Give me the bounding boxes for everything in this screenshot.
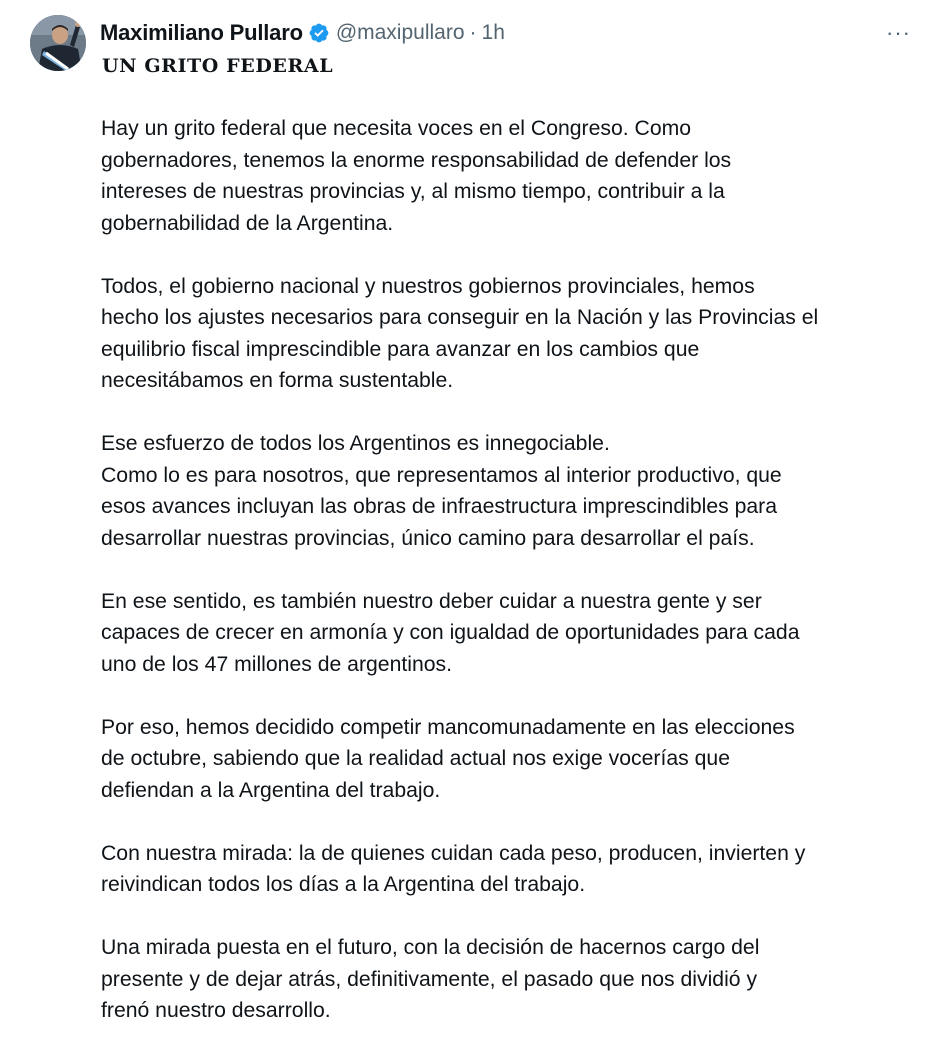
tweet-title: UN GRITO FEDERAL — [102, 55, 334, 77]
text-line: esos avances incluyan las obras de infraestructura imprescindibles para — [101, 495, 777, 518]
paragraph — [101, 113, 921, 239]
text-line: gobernabilidad de la Argentina. — [101, 211, 394, 235]
verified-badge-icon — [308, 22, 330, 44]
text-line: presente y de dejar atrás, definitivamente, el pasado que nos dividió y — [101, 967, 758, 991]
text-line: frenó nuestro desarrollo. — [101, 999, 331, 1022]
text-line: intereses de nuestras provincias y, al mismo tiempo, contribuir a la — [101, 180, 725, 203]
author-name[interactable]: Maximiliano Pullaro — [100, 20, 303, 45]
timestamp[interactable]: 1h — [481, 21, 505, 44]
paragraph — [101, 586, 921, 681]
paragraph — [101, 712, 921, 807]
separator-dot: · — [469, 21, 477, 44]
avatar[interactable] — [30, 15, 86, 71]
paragraph — [101, 838, 921, 901]
text-line: de octubre, sabiendo que la realidad actual nos exige vocerías que — [101, 747, 730, 770]
text-line: reivindican todos los días a la Argentina del trabajo. — [101, 873, 586, 896]
text-line: necesitábamos en forma sustentable. — [101, 369, 454, 392]
avatar-photo — [30, 15, 86, 71]
text-line: En ese sentido, es también nuestro deber cuidar a nuestra gente y ser — [101, 589, 762, 613]
text-line: gobernadores, tenemos la enorme responsabilidad de defender los — [101, 148, 732, 172]
text-line: Todos, el gobierno nacional y nuestros gobiernos provinciales, hemos — [101, 274, 755, 298]
text-line: Hay un grito federal que necesita voces en el Congreso. Como — [101, 117, 692, 140]
text-line: uno de los 47 millones de argentinos. — [101, 652, 453, 676]
text-line: defiendan a la Argentina del trabajo. — [101, 778, 441, 802]
author-handle[interactable]: @maxipullaro — [335, 21, 465, 44]
text-line: hecho los ajustes necesarios para conseguir en la Nación y las Provincias el — [101, 306, 819, 329]
text-line: Con nuestra mirada: la de quienes cuidan cada peso, producen, invierten y — [101, 841, 806, 865]
text-line: Por eso, hemos decidido competir mancomunadamente en las elecciones — [101, 715, 795, 739]
paragraph — [101, 932, 921, 1027]
text-line: Una mirada puesta en el futuro, con la decisión de hacernos cargo del — [101, 936, 760, 959]
tweet-header — [100, 16, 917, 50]
more-options-icon[interactable]: ··· — [886, 20, 911, 45]
text-line: equilibrio fiscal imprescindible para avanzar en los cambios que — [101, 337, 700, 361]
text-line: Ese esfuerzo de todos los Argentinos es innegociable. — [101, 432, 610, 455]
paragraph — [101, 271, 921, 397]
text-line: Como lo es para nosotros, que representamos al interior productivo, que — [101, 463, 782, 487]
text-line: capaces de crecer en armonía y con igualdad de oportunidades para cada — [101, 621, 800, 644]
tweet-body — [101, 113, 921, 1058]
text-line: desarrollar nuestras provincias, único camino para desarrollar el país. — [101, 526, 755, 550]
paragraph — [101, 428, 921, 554]
